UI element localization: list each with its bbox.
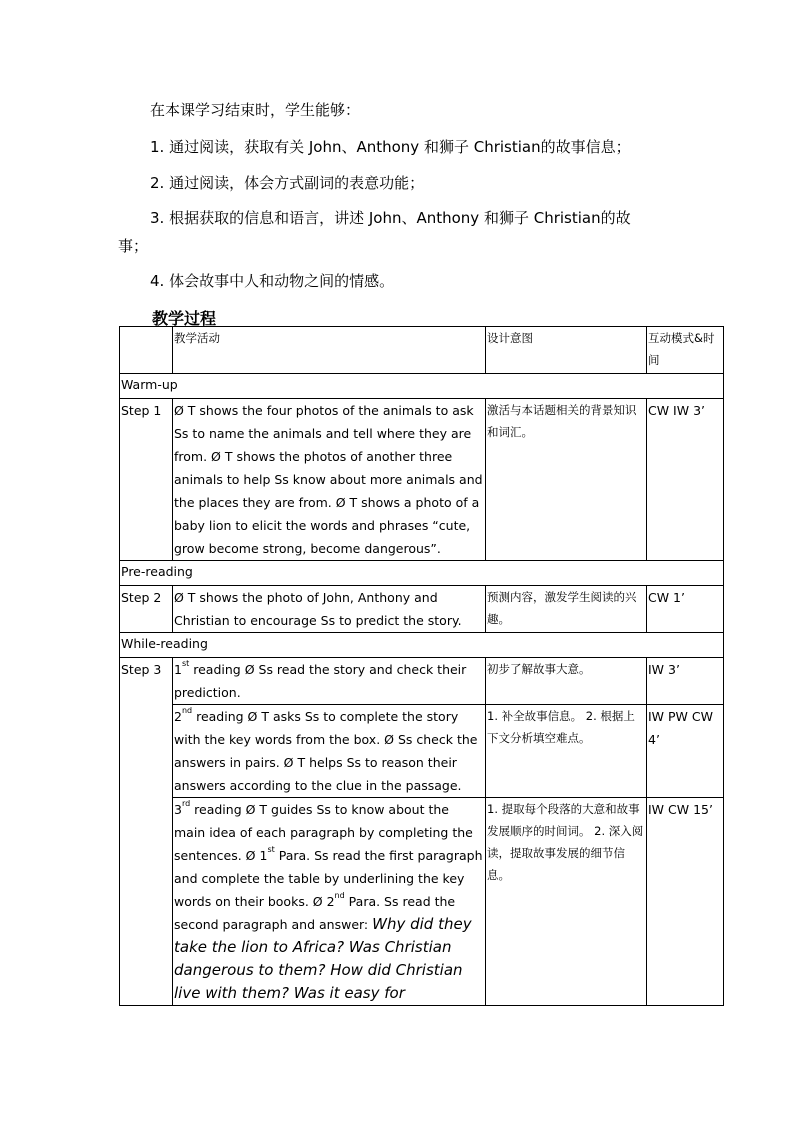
objective-item-4: 4. 体会故事中人和动物之间的情感。 bbox=[150, 272, 395, 290]
reading-number: 3 bbox=[174, 802, 182, 817]
table-row bbox=[120, 399, 724, 561]
mode-cell: CW 1’ bbox=[647, 586, 724, 633]
process-title: 教学过程 bbox=[152, 309, 217, 328]
objectives-intro: 在本课学习结束时，学生能够： bbox=[150, 101, 361, 119]
teaching-process-table bbox=[119, 326, 724, 1006]
table-row bbox=[120, 705, 724, 798]
ordinal-suffix: nd bbox=[181, 706, 193, 715]
table-header-row bbox=[120, 327, 724, 374]
ordinal-suffix: nd bbox=[334, 891, 345, 900]
header-cell-blank bbox=[120, 327, 173, 374]
activity-cell bbox=[173, 798, 486, 1006]
objective-item-3-continued: 事； bbox=[118, 237, 149, 255]
reading-number: 2 bbox=[174, 709, 182, 724]
mode-cell: IW CW 15’ bbox=[647, 798, 724, 1006]
ordinal-suffix: rd bbox=[181, 799, 191, 808]
table-row bbox=[120, 586, 724, 633]
intent-cell: 1. 补全故事信息。 2. 根据上下文分析填空难点。 bbox=[486, 705, 647, 798]
reading-number: 1 bbox=[174, 662, 182, 677]
intent-cell: 激活与本话题相关的背景知识和词汇。 bbox=[486, 399, 647, 561]
table-row bbox=[120, 798, 724, 1006]
reading-text: Para. Ss read the second paragraph and answer: bbox=[174, 894, 456, 932]
objective-item-1: 1. 通过阅读，获取有关 John、Anthony 和狮子 Christian的故事信息； bbox=[150, 138, 631, 156]
stage-row-warmup bbox=[120, 374, 724, 399]
step-label: Step 2 bbox=[120, 586, 173, 633]
objective-item-3: 3. 根据获取的信息和语言，讲述 John、Anthony 和狮子 Christian的故 bbox=[150, 209, 631, 227]
header-activity: 教学活动 bbox=[173, 327, 486, 374]
activity-cell bbox=[173, 705, 486, 798]
mode-cell: CW IW 3’ bbox=[647, 399, 724, 561]
header-mode: 互动模式&时间 bbox=[647, 327, 724, 374]
reading-text: Para. Ss read the first paragraph and complete the table by underlining the key words on their books. Ø 2 bbox=[174, 848, 483, 909]
table-row bbox=[120, 658, 724, 705]
stage-whilereading: While-reading bbox=[120, 633, 724, 658]
ordinal-suffix: st bbox=[181, 659, 190, 668]
reading-text: reading Ø T asks Ss to complete the story with the key words from the box. Ø Ss check the answers in pairs. Ø T helps Ss to reason their answers according to the clue in the passage. bbox=[174, 709, 478, 793]
activity-cell: Ø T shows the photo of John, Anthony and Christian to encourage Ss to predict the story. bbox=[173, 586, 486, 633]
reading-text: reading Ø Ss read the story and check their prediction. bbox=[174, 662, 467, 700]
intent-cell: 预测内容，激发学生阅读的兴趣。 bbox=[486, 586, 647, 633]
stage-prereading: Pre-reading bbox=[120, 561, 724, 586]
intent-cell: 初步了解故事大意。 bbox=[486, 658, 647, 705]
activity-cell bbox=[173, 658, 486, 705]
mode-cell: IW PW CW 4’ bbox=[647, 705, 724, 798]
objective-item-2: 2. 通过阅读，体会方式副词的表意功能； bbox=[150, 174, 425, 192]
stage-row-prereading bbox=[120, 561, 724, 586]
header-intent: 设计意图 bbox=[486, 327, 647, 374]
step-label: Step 1 bbox=[120, 399, 173, 561]
stage-warmup: Warm-up bbox=[120, 374, 724, 399]
step-label: Step 3 bbox=[120, 658, 173, 1006]
mode-cell: IW 3’ bbox=[647, 658, 724, 705]
reading-text: reading Ø T guides Ss to know about the main idea of each paragraph by completing the sentences. Ø 1 bbox=[174, 802, 473, 863]
questions-italic: Why did they take the lion to Africa? Was Christian dangerous to them? How did Christian live with them? Was it easy for bbox=[174, 915, 472, 1002]
stage-row-whilereading bbox=[120, 633, 724, 658]
intent-cell: 1. 提取每个段落的大意和故事发展顺序的时间词。 2. 深入阅读，提取故事发展的细节信息。 bbox=[486, 798, 647, 1006]
ordinal-suffix: st bbox=[267, 845, 275, 854]
activity-cell: Ø T shows the four photos of the animals to ask Ss to name the animals and tell where they are from. Ø T shows the photos of another three animals to help Ss know about more animals and the places they are from. Ø T shows a photo of a baby lion to elicit the words and phrases “cute, grow become strong, become dangerous”. bbox=[173, 399, 486, 561]
